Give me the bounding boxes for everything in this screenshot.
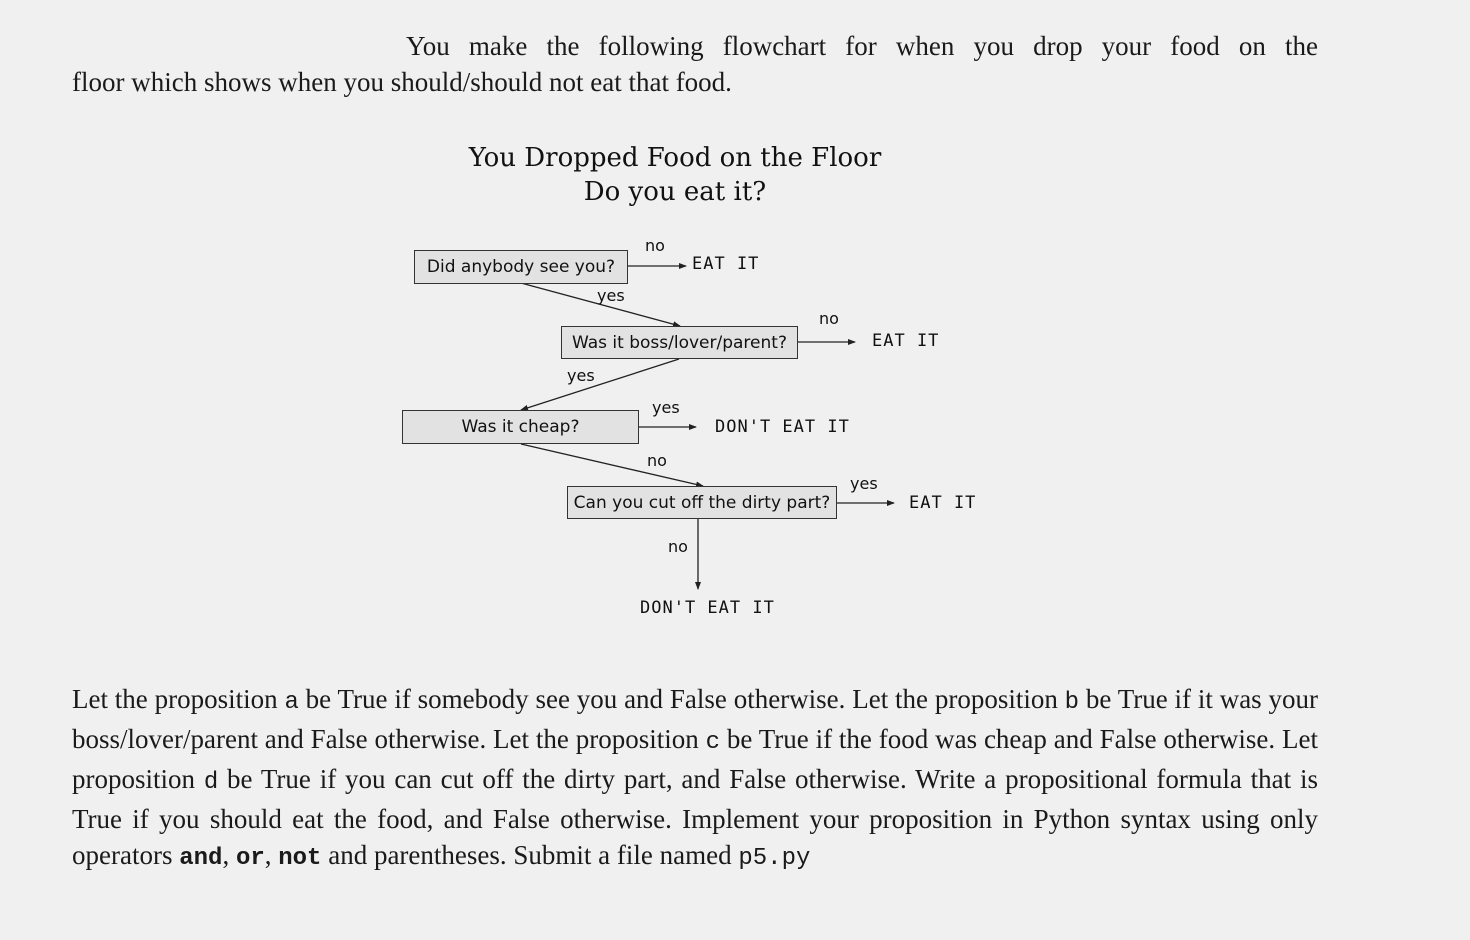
branch-label-q3-no: no — [647, 451, 667, 470]
outcome-eat-it-2: EAT IT — [872, 331, 940, 351]
outcome-eat-it-1: EAT IT — [692, 254, 760, 274]
outcome-dont-eat-it-1: DON'T EAT IT — [715, 417, 850, 437]
variable-b: b — [1064, 689, 1080, 716]
task-text-4: be True if the food was cheap and False otherwise. Let proposition — [72, 724, 1318, 794]
flowchart-subtitle: Do you eat it? — [583, 177, 767, 207]
outcome-dont-eat-it-2: DON'T EAT IT — [640, 598, 775, 618]
variable-c: c — [705, 729, 720, 756]
flowchart-title: You Dropped Food on the Floor — [468, 143, 882, 173]
branch-label-q4-no: no — [668, 537, 688, 556]
task-paragraph — [72, 681, 1318, 877]
submission-filename: p5.py — [738, 845, 811, 872]
separator-1: , — [222, 840, 236, 870]
task-text-6: and parentheses. Submit a file named — [321, 840, 739, 870]
task-text-3: be True if it was your boss/lover/parent and False otherwise. Let the proposition — [72, 684, 1318, 754]
branch-label-q2-yes: yes — [567, 366, 595, 385]
branch-label-q1-no: no — [645, 236, 665, 255]
question-box-cut-dirty-part: Can you cut off the dirty part? — [567, 486, 837, 519]
task-text-1: Let the proposition — [72, 684, 285, 714]
variable-a: a — [284, 689, 299, 716]
question-box-anybody-see: Did anybody see you? — [414, 250, 628, 284]
variable-d: d — [203, 769, 219, 796]
operator-or: or — [235, 845, 265, 872]
branch-label-q1-yes: yes — [597, 286, 625, 305]
branch-label-q2-no: no — [819, 309, 839, 328]
operator-not: not — [278, 845, 322, 872]
arrow-q3-no — [521, 444, 703, 486]
intro-line-1: You make the following flowchart for when you drop your food on the — [406, 31, 1318, 61]
separator-2: , — [264, 840, 279, 870]
intro-line-2: floor which shows when you should/should not eat that food. — [72, 67, 732, 97]
question-box-cheap: Was it cheap? — [402, 410, 639, 444]
task-text-5: be True if you can cut off the dirty part, and False otherwise. Write a propositional formula that is True if you should eat the food, and False otherwise. Implement your proposition in Python syntax using only operators — [72, 764, 1318, 870]
branch-label-q3-yes: yes — [652, 398, 680, 417]
task-text-2: be True if somebody see you and False otherwise. Let the proposition — [298, 684, 1065, 714]
branch-label-q4-yes: yes — [850, 474, 878, 493]
outcome-eat-it-3: EAT IT — [909, 493, 977, 513]
operator-and: and — [179, 845, 223, 872]
question-box-boss-lover-parent: Was it boss/lover/parent? — [561, 326, 798, 359]
